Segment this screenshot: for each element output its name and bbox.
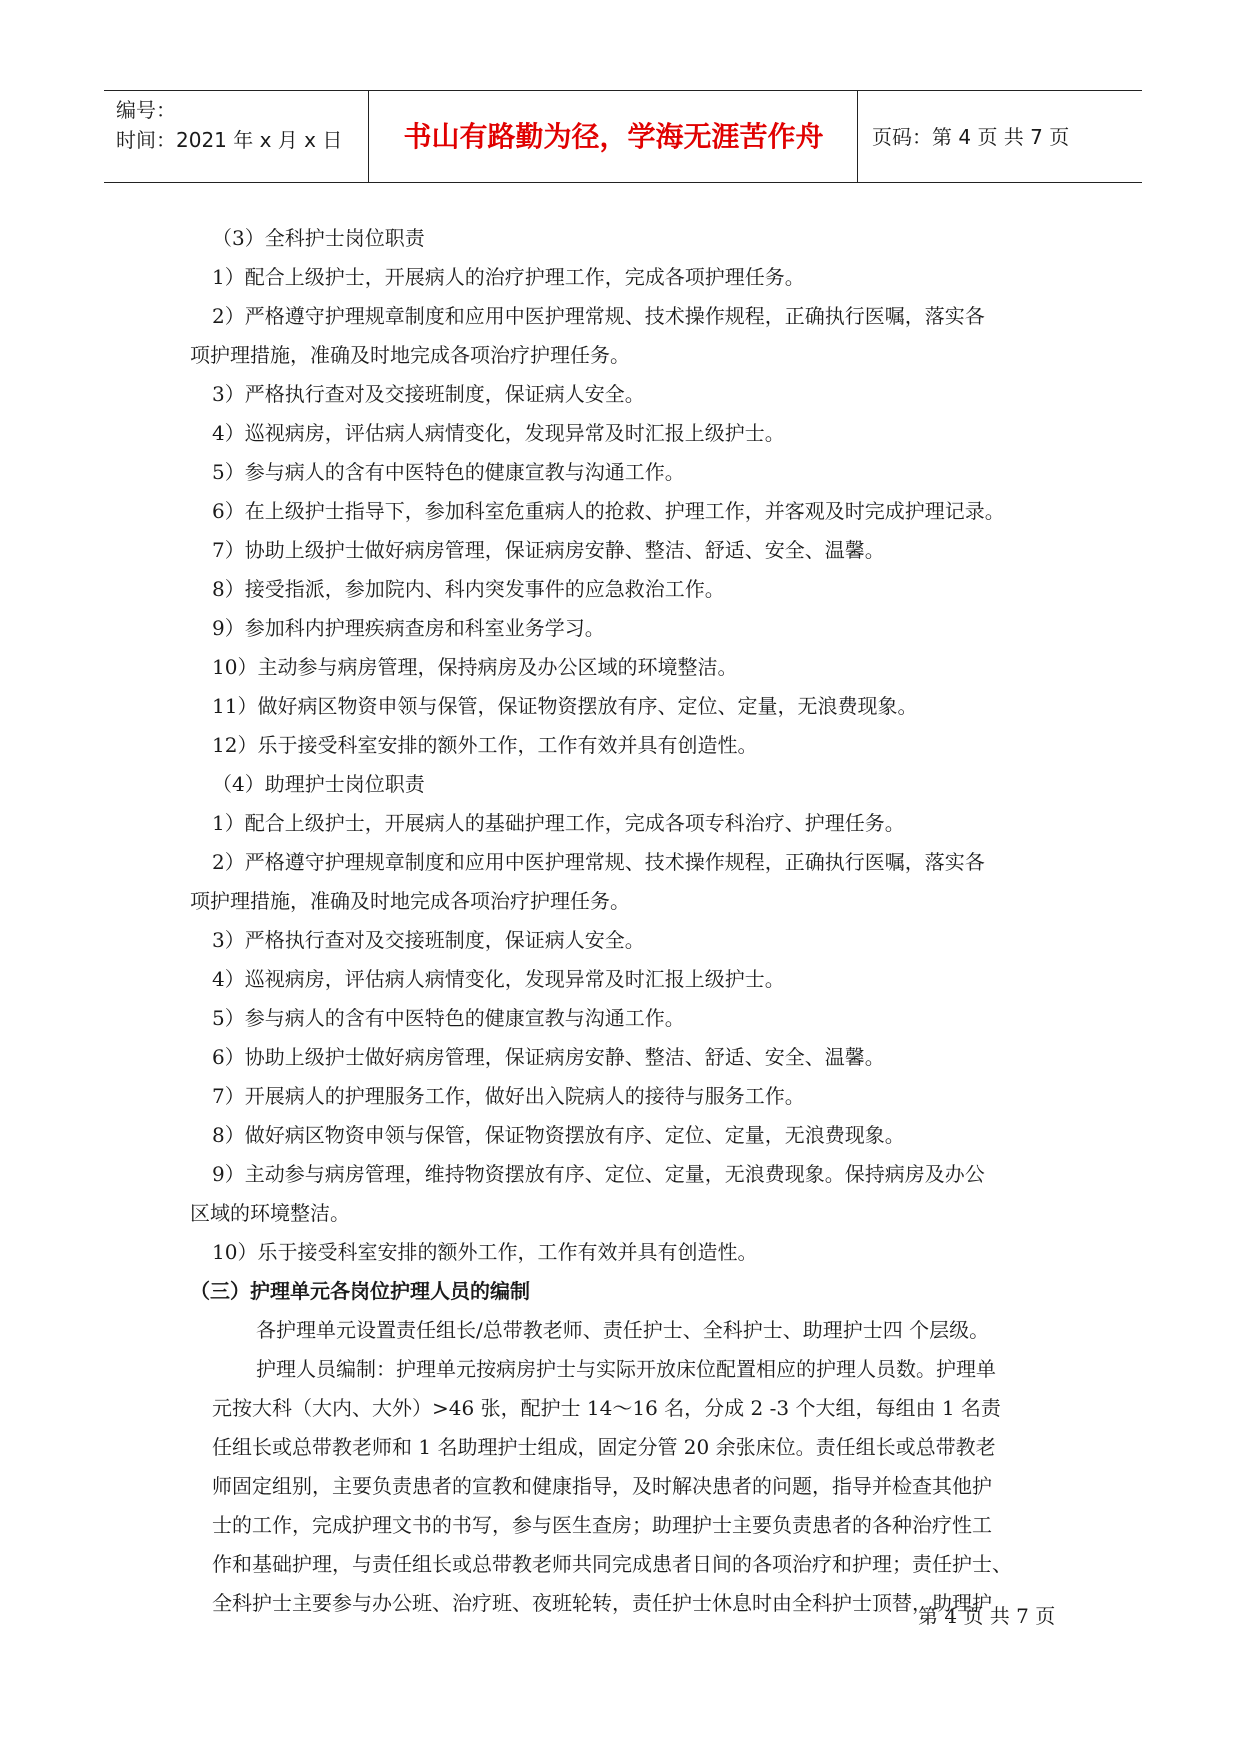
- page-header: [104, 90, 1142, 183]
- paragraph-line: 7）开展病人的护理服务工作，做好出入院病人的接待与服务工作。: [212, 1084, 805, 1108]
- paragraph-line: （3）全科护士岗位职责: [212, 226, 425, 250]
- header-divider: [857, 91, 858, 182]
- paragraph-line: （4）助理护士岗位职责: [212, 772, 425, 796]
- paragraph-line: 8）做好病区物资申领与保管，保证物资摆放有序、定位、定量，无浪费现象。: [212, 1123, 905, 1147]
- paragraph-line: 项护理措施，准确及时地完成各项治疗护理任务。: [190, 889, 630, 913]
- paragraph-line: 5）参与病人的含有中医特色的健康宣教与沟通工作。: [212, 1006, 685, 1030]
- paragraph-line: 4）巡视病房，评估病人病情变化，发现异常及时汇报上级护士。: [212, 421, 785, 445]
- paragraph-line: 2）严格遵守护理规章制度和应用中医护理常规、技术操作规程，正确执行医嘱，落实各: [212, 850, 985, 874]
- paragraph-line: 8）接受指派，参加院内、科内突发事件的应急救治工作。: [212, 577, 725, 601]
- section-heading: （三）护理单元各岗位护理人员的编制: [190, 1279, 530, 1303]
- paragraph-line: 12）乐于接受科室安排的额外工作，工作有效并具有创造性。: [212, 733, 758, 757]
- paragraph-line: 1）配合上级护士，开展病人的基础护理工作，完成各项专科治疗、护理任务。: [212, 811, 905, 835]
- paragraph-line: 护理人员编制：护理单元按病房护士与实际开放床位配置相应的护理人员数。护理单: [256, 1357, 996, 1381]
- paragraph-line: 11）做好病区物资申领与保管，保证物资摆放有序、定位、定量，无浪费现象。: [212, 694, 918, 718]
- document-number-label: 编号：: [116, 98, 176, 122]
- paragraph-line: 2）严格遵守护理规章制度和应用中医护理常规、技术操作规程，正确执行医嘱，落实各: [212, 304, 985, 328]
- paragraph-line: 4）巡视病房，评估病人病情变化，发现异常及时汇报上级护士。: [212, 967, 785, 991]
- document-body: [190, 219, 1070, 1623]
- paragraph-line: 9）主动参与病房管理，维持物资摆放有序、定位、定量，无浪费现象。保持病房及办公: [212, 1162, 985, 1186]
- paragraph-line: 士的工作，完成护理文书的书写，参与医生查房；助理护士主要负责患者的各种治疗性工: [212, 1513, 992, 1537]
- header-motto: 书山有路勤为径，学海无涯苦作舟: [403, 120, 824, 153]
- paragraph-line: 全科护士主要参与办公班、治疗班、夜班轮转，责任护士休息时由全科护士顶替，助理护: [212, 1591, 992, 1615]
- paragraph-line: 7）协助上级护士做好病房管理，保证病房安静、整洁、舒适、安全、温馨。: [212, 538, 885, 562]
- paragraph-line: 5）参与病人的含有中医特色的健康宣教与沟通工作。: [212, 460, 685, 484]
- paragraph-line: 区域的环境整洁。: [190, 1201, 350, 1225]
- paragraph-line: 9）参加科内护理疾病查房和科室业务学习。: [212, 616, 605, 640]
- paragraph-line: 项护理措施，准确及时地完成各项治疗护理任务。: [190, 343, 630, 367]
- paragraph-line: 元按大科（大内、大外）>46 张，配护士 14～16 名，分成 2 -3 个大组，每组由 1 名责: [212, 1396, 1001, 1420]
- paragraph-line: 1）配合上级护士，开展病人的治疗护理工作，完成各项护理任务。: [212, 265, 805, 289]
- paragraph-line: 3）严格执行查对及交接班制度，保证病人安全。: [212, 928, 645, 952]
- paragraph-line: 6）协助上级护士做好病房管理，保证病房安静、整洁、舒适、安全、温馨。: [212, 1045, 885, 1069]
- paragraph-line: 10）主动参与病房管理，保持病房及办公区域的环境整洁。: [212, 655, 738, 679]
- paragraph-line: 10）乐于接受科室安排的额外工作，工作有效并具有创造性。: [212, 1240, 758, 1264]
- document-time-label: 时间：2021 年 x 月 x 日: [116, 128, 343, 152]
- header-page-info: 页码：第 4 页 共 7 页: [872, 125, 1070, 149]
- paragraph-line: 各护理单元设置责任组长/总带教老师、责任护士、全科护士、助理护士四 个层级。: [256, 1318, 990, 1342]
- paragraph-line: 3）严格执行查对及交接班制度，保证病人安全。: [212, 382, 645, 406]
- page-footer: 第 4 页 共 7 页: [918, 1604, 1056, 1628]
- paragraph-line: 6）在上级护士指导下，参加科室危重病人的抢救、护理工作，并客观及时完成护理记录。: [212, 499, 1005, 523]
- paragraph-line: 任组长或总带教老师和 1 名助理护士组成，固定分管 20 余张床位。责任组长或总带教老: [212, 1435, 996, 1459]
- paragraph-line: 作和基础护理，与责任组长或总带教老师共同完成患者日间的各项治疗和护理；责任护士、: [212, 1552, 1012, 1576]
- header-divider: [368, 91, 369, 182]
- paragraph-line: 师固定组别，主要负责患者的宣教和健康指导，及时解决患者的问题，指导并检查其他护: [212, 1474, 992, 1498]
- header-info: [116, 95, 342, 155]
